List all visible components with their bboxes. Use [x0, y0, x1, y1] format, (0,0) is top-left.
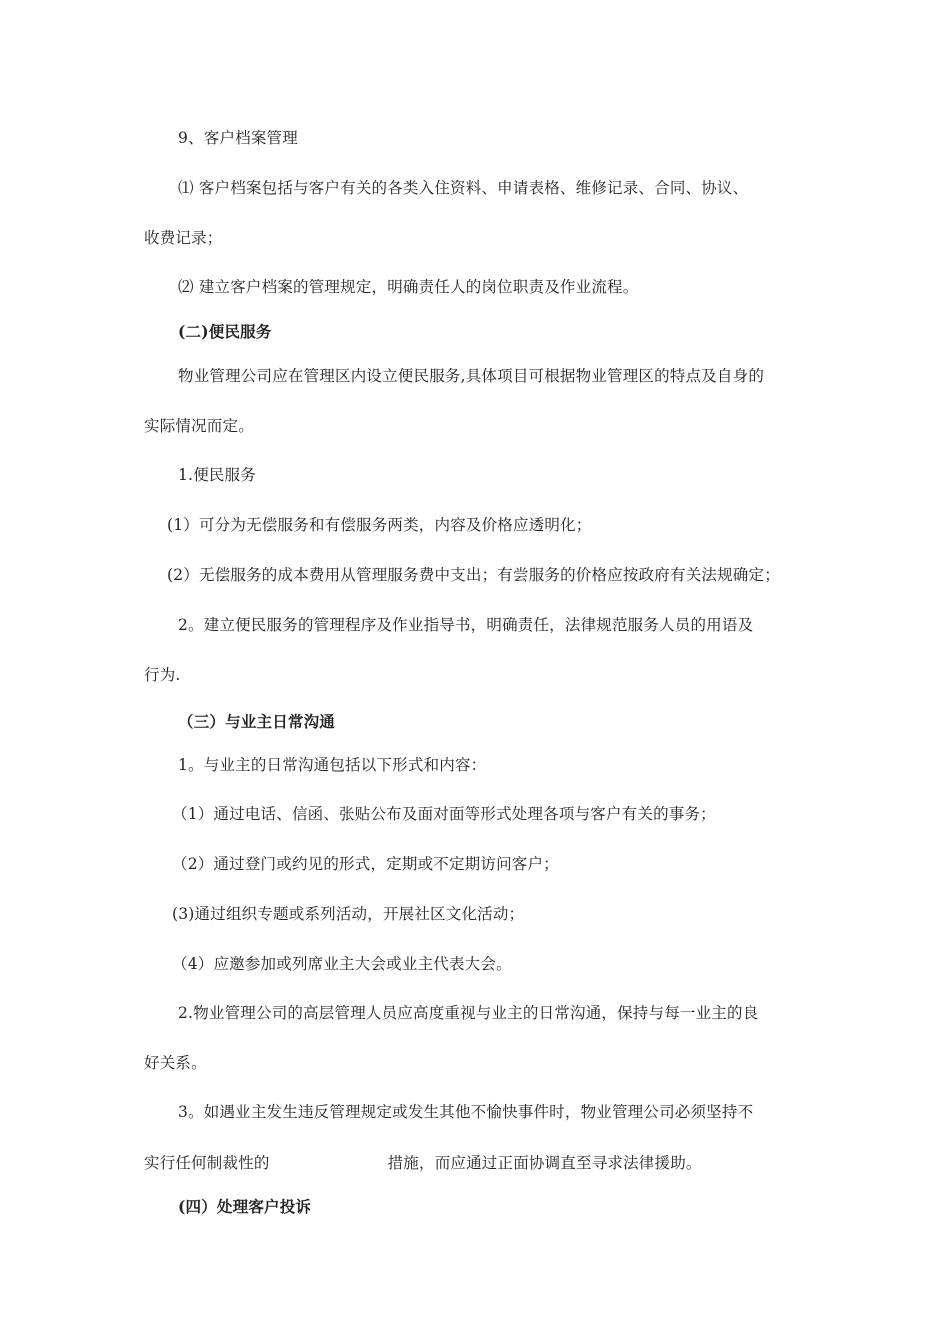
list-item: （4）应邀参加或列席业主大会或业主代表大会。: [172, 955, 512, 973]
paragraph-line: 3。如遇业主发生违反管理规定或发生其他不愉快事件时，物业管理公司必须坚持不: [178, 1103, 754, 1121]
paragraph-line: ⑴ 客户档案包括与客户有关的各类入住资料、申请表格、维修记录、合同、协议、: [178, 179, 749, 197]
subheading-line: 1.便民服务: [178, 466, 256, 484]
paragraph-fragment: 实行任何制裁性的: [144, 1154, 270, 1172]
paragraph-line: 2。建立便民服务的管理程序及作业指导书，明确责任，法律规范服务人员的用语及: [178, 616, 754, 634]
paragraph-line: 实际情况而定。: [144, 417, 254, 435]
section-heading-communication: （三）与业主日常沟通: [178, 712, 336, 731]
paragraph-line: 行为.: [144, 666, 181, 684]
list-item: (3)通过组织专题或系列活动，开展社区文化活动；: [172, 905, 525, 923]
paragraph-fragment: 措施，而应通过正面协调直至寻求法律援助。: [387, 1154, 702, 1172]
list-item: (2）无偿服务的成本费用从管理服务费中支出；有尝服务的价格应按政府有关法规确定；: [167, 566, 780, 584]
list-item: （2）通过登门或约见的形式，定期或不定期访问客户；: [172, 855, 559, 873]
paragraph-line: 1。与业主的日常沟通包括以下形式和内容：: [178, 756, 487, 774]
list-item: (1）可分为无偿服务和有偿服务两类，内容及价格应透明化；: [167, 516, 592, 534]
paragraph-line: 2.物业管理公司的高层管理人员应高度重视与业主的日常沟通，保持与每一业主的良: [178, 1004, 759, 1022]
paragraph-line: 好关系。: [144, 1054, 207, 1072]
paragraph-line: ⑵ 建立客户档案的管理规定，明确责任人的岗位职责及作业流程。: [178, 278, 639, 296]
section-heading-convenience: (二)便民服务: [178, 322, 272, 341]
list-item: （1）通过电话、信函、张贴公布及面对面等形式处理各项与客户有关的事务；: [172, 805, 716, 823]
section-heading-9: 9、客户档案管理: [178, 129, 298, 147]
paragraph-line: 收费记录；: [144, 229, 223, 247]
paragraph-line: [144, 1153, 702, 1173]
paragraph-line: 物业管理公司应在管理区内设立便民服务,具体项目可根据物业管理区的特点及自身的: [178, 367, 765, 385]
section-heading-complaints: (四）处理客户投诉: [178, 1197, 312, 1216]
